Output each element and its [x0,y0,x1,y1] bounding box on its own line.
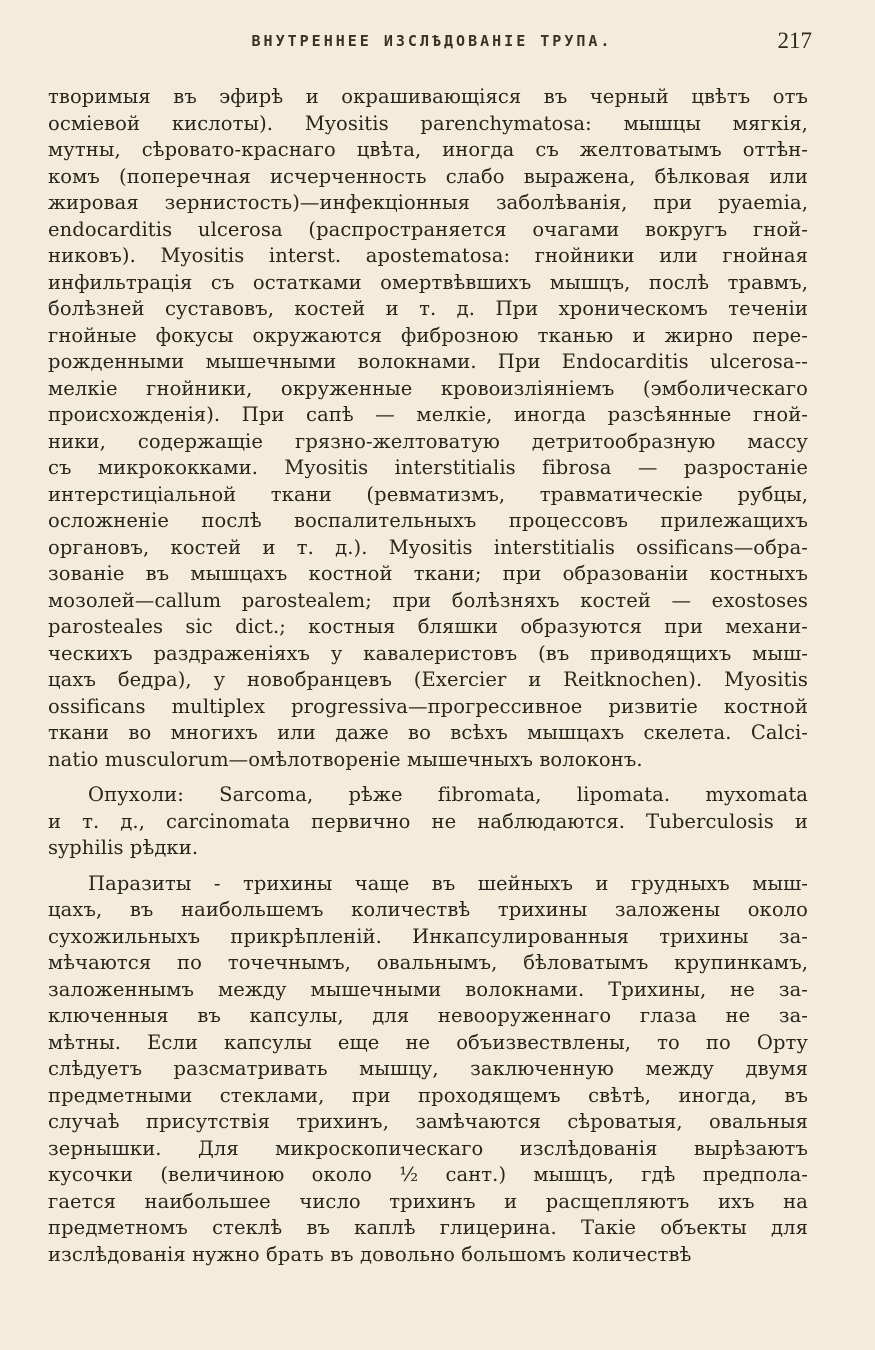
text-line: мозолей—callum parostealem; при болѣзняхъ костей — exostoses [48,588,808,612]
text-line: инфильтрація съ остатками омертвѣвшихъ мышцъ, послѣ травмъ, [48,270,808,294]
text-line: органовъ, костей и т. д.). Myositis interstitialis ossificans—обра- [48,535,808,559]
text-line: заложеннымъ между мышечными волокнами. Трихины, не за- [48,977,808,1001]
page-number: 217 [777,28,812,53]
text-line: зованіе въ мышцахъ костной ткани; при образованіи костныхъ [48,562,808,585]
text-line: предметными стеклами, при проходящемъ свѣтѣ, иногда, въ [48,1083,808,1107]
text-line: жировая зернистость)—инфекціонныя заболѣванія, при pyaemia, [48,191,808,214]
text-line: syphilis рѣдки. [48,836,199,859]
text-line: цахъ бедра), у новобранцевъ (Exercier и Reitknochen). Myositis [48,668,808,691]
text-line: изслѣдованія нужно брать въ довольно большомъ количествѣ [48,1242,692,1266]
text-line: мелкіе гнойники, окруженные кровоизліяніемъ (эмболическаго [48,376,808,400]
text-line: и т. д., carcinomata первично не наблюдаются. Tuberculosis и [48,809,808,833]
text-line: слѣдуетъ разсматривать мышцу, заключенную между двумя [48,1057,808,1080]
text-line: болѣзней суставовъ, костей и т. д. При хроническомъ теченіи [48,297,808,320]
text-line: мутны, сѣровато-краснаго цвѣта, иногда съ желтоватымъ оттѣн- [48,138,808,161]
paragraph [48,782,808,862]
text-line: случаѣ присутствія трихинъ, замѣчаются сѣроватыя, овальныя [48,1110,808,1133]
text-line: сухожильныхъ прикрѣпленій. Инкапсулированныя трихины за- [48,924,808,948]
text-line: ossificans multiplex progressiva—прогрессивное ризвитіе костной [48,694,808,718]
text-line: рожденными мышечными волокнами. При Endocarditis ulcerosa-- [48,350,808,373]
text-line: ключенныя въ капсулы, для невооруженнаго глаза не за- [48,1004,808,1027]
text-line: ческихъ раздраженіяхъ у кавалеристовъ (въ приводящихъ мыш- [48,641,808,665]
text-line: зернышки. Для микроскопическаго изслѣдованія вырѣзаютъ [48,1136,808,1160]
text-line: parosteales sic dict.; костныя бляшки образуются при механи- [48,615,808,638]
text-line: мѣтны. Если капсулы еще не объизвествлены, то по Орту [48,1030,808,1054]
text-line: осложненіе послѣ воспалительныхъ процессовъ прилежащихъ [48,509,808,532]
text-line: комъ (поперечная исчерченность слабо выражена, бѣлковая или [48,164,808,188]
text-line: гнойные фокусы окружаются фиброзною тканью и жирно пере- [48,323,808,347]
text-line: ники, содержащіе грязно-желтоватую детритообразную массу [48,429,808,453]
text-line: Опухоли: Sarcoma, рѣже fibromata, lipomata. myxomata [88,783,808,806]
body-text [48,84,808,1277]
text-line: natio musculorum—омѣлотвореніе мышечныхъ волоконъ. [48,747,643,771]
text-line: съ микрококками. Myositis interstitialis fibrosa — разростаніе [48,456,808,479]
text-line: никовъ). Myositis interst. apostematosa: гнойники или гнойная [48,244,808,267]
text-line: гается наибольшее число трихинъ и расщепляютъ ихъ на [48,1189,808,1213]
text-line: цахъ, въ наибольшемъ количествѣ трихины заложены около [48,898,808,921]
text-line: осміевой кислоты). Myositis parenchymatosa: мышцы мягкія, [48,111,808,135]
page-header [48,30,816,60]
text-line: происхожденія). При сапѣ — мелкіе, иногда разсѣянные гной- [48,403,808,426]
text-line: мѣчаются по точечнымъ, овальнымъ, бѣловатымъ крупинкамъ, [48,951,808,974]
text-line: творимыя въ эфирѣ и окрашивающіяся въ черный цвѣтъ отъ [48,85,808,108]
paragraph [48,871,808,1269]
text-line: ткани во многихъ или даже во всѣхъ мышцахъ скелета. Calci- [48,721,808,744]
text-line: предметномъ стеклѣ въ каплѣ глицерина. Такіе объекты для [48,1216,808,1239]
text-line: Паразиты - трихины чаще въ шейныхъ и грудныхъ мыш- [88,871,808,895]
text-line: endocarditis ulcerosa (распространяется очагами вокругъ гной- [48,217,808,241]
text-line: кусочки (величиною около ½ сант.) мышцъ, гдѣ предпола- [48,1163,808,1186]
text-line: интерстиціальной ткани (ревматизмъ, травматическіе рубцы, [48,482,808,506]
paragraph [48,84,808,773]
running-title: ВНУТРЕННЕЕ ИЗСЛѢДОВАНІЕ ТРУПА. [251,32,613,50]
